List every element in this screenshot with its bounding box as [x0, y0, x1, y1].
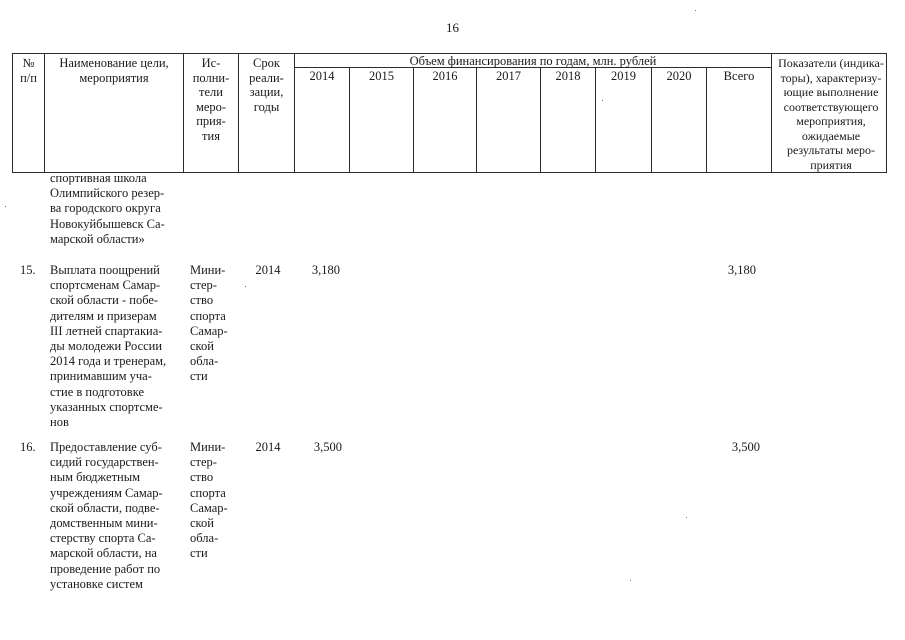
row-executor: Мини- стер- ство спорта Самар- ской обла- сти — [190, 263, 228, 384]
header-col-indicators: Показатели (индика- торы), характеризу- ющие выполнение соответствующего мероприятия, ожидаемые результаты меро- приятия — [778, 56, 884, 172]
scan-speck — [630, 580, 631, 581]
page-number: 16 — [446, 20, 459, 35]
scan-speck — [695, 10, 696, 11]
row-term: 2014 — [255, 263, 281, 277]
row-number: 16. — [20, 440, 36, 454]
row-name: Выплата поощрений спортсменам Самар- ской области - побе- дителям и призерам III летней спартакиа- ды молодежи России 2014 года и тренерам, принимавшим уча- стие в подготовке указанных спортсме- нов — [50, 263, 167, 430]
scan-speck — [602, 100, 603, 101]
row-term: 2014 — [255, 440, 281, 454]
header-year-2015: 2015 — [369, 69, 394, 83]
continuation-text: спортивная школа Олимпийского резер- ва городского округа Новокуйбышевск Са- марской области» — [50, 171, 165, 246]
header-year-2019: 2019 — [611, 69, 636, 83]
header-year-2020: 2020 — [666, 69, 692, 83]
row-total-value: 3,180 — [727, 263, 756, 277]
row-2014-value: 3,500 — [313, 440, 342, 454]
header-total: Всего — [723, 69, 755, 83]
row-number: 15. — [20, 263, 36, 277]
header-year-2014: 2014 — [309, 69, 335, 83]
scan-speck — [686, 517, 687, 518]
scan-speck — [5, 206, 6, 207]
header-col-no: № п/п — [20, 56, 37, 85]
header-year-2017: 2017 — [496, 69, 521, 83]
header-year-2016: 2016 — [432, 69, 458, 83]
row-executor: Мини- стер- ство спорта Самар- ской обла- сти — [190, 440, 228, 561]
header-year-2018: 2018 — [555, 69, 581, 83]
header-col-term: Срок реали- зации, годы — [249, 56, 284, 114]
row-total-value: 3,500 — [731, 440, 760, 454]
header-col-executor: Ис- полни- тели меро- прия- тия — [192, 56, 230, 143]
header-col-name: Наименование цели, мероприятия — [59, 56, 169, 85]
row-2014-value: 3,180 — [311, 263, 340, 277]
scan-speck — [245, 286, 246, 287]
header-col-funding: Объем финансирования по годам, млн. рублей — [409, 54, 657, 68]
row-name: Предоставление суб- сидий государствен- ным бюджетным учреждениям Самар- ской области, подве- домственным мини- стерству спорта Са- марской области, на проведение работ по установке систем — [50, 440, 163, 591]
